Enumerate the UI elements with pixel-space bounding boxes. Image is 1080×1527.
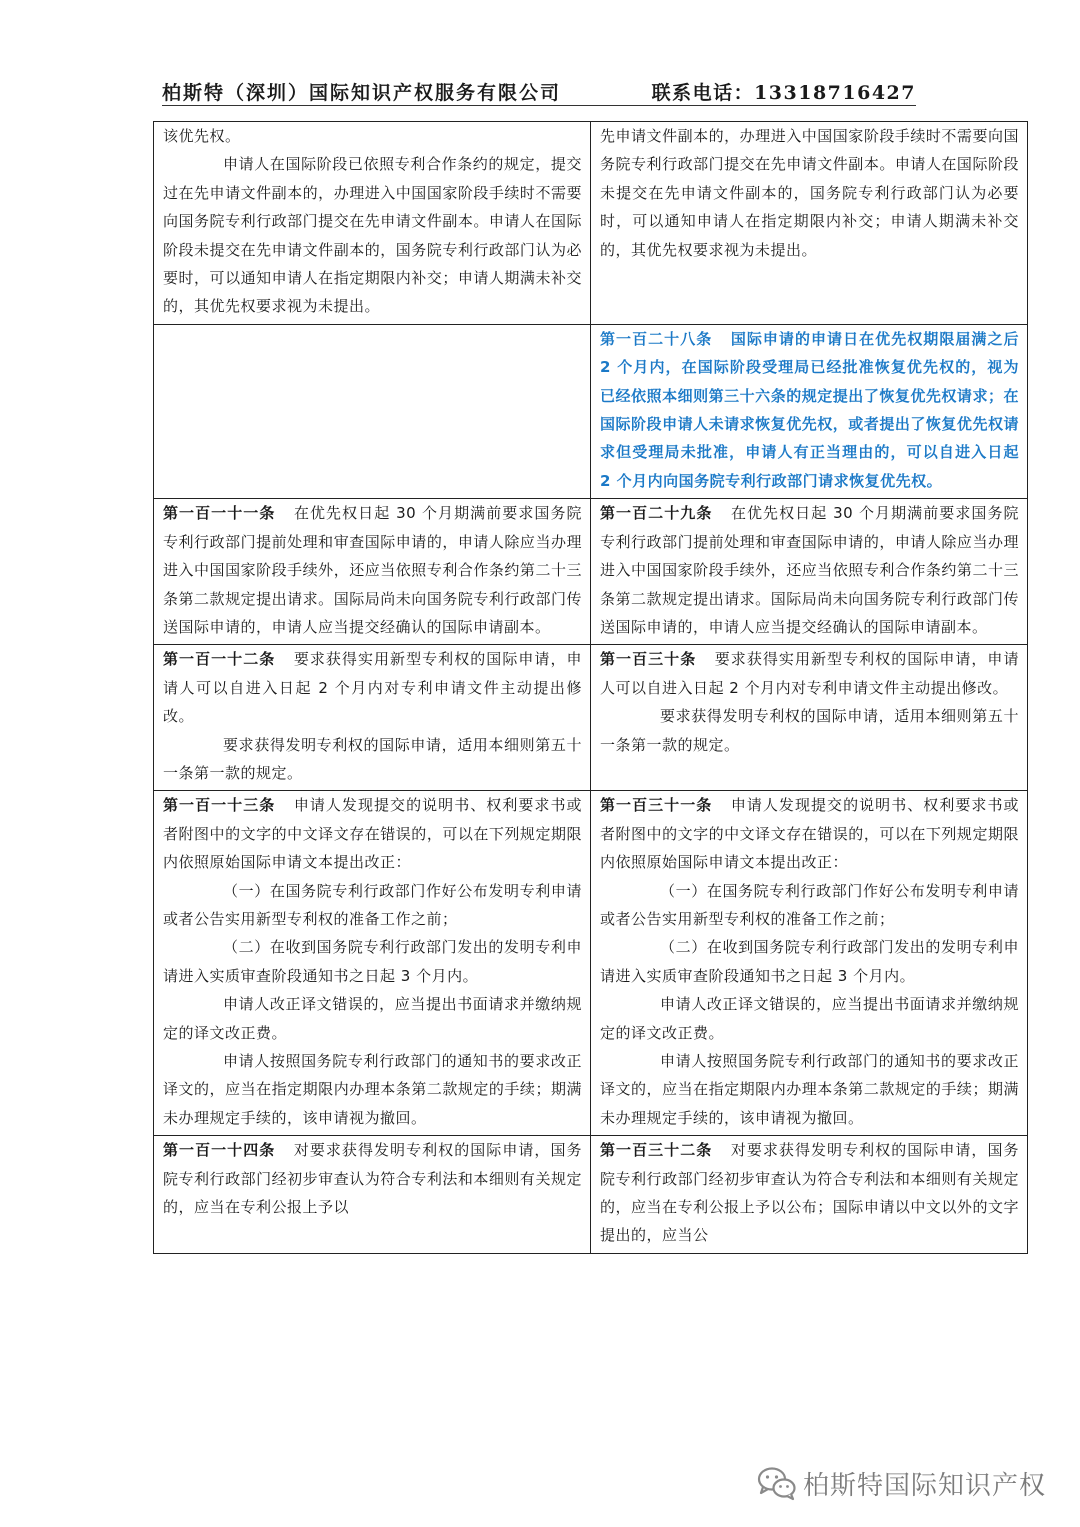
- article-number: 第一百二十九条: [600, 504, 713, 523]
- paragraph: [600, 325, 1019, 495]
- paragraph: [600, 1136, 1019, 1250]
- paragraph: [163, 731, 582, 788]
- paragraph: [163, 1136, 582, 1221]
- article-number: 第一百一十二条: [163, 650, 276, 669]
- article-text: 申请人改正译文错误的，应当提出书面请求并缴纳规定的译文改正费。: [600, 995, 1019, 1042]
- table-row: [154, 645, 1028, 791]
- paragraph: [163, 990, 582, 1047]
- old-rules-cell: [154, 1136, 591, 1254]
- article-number: 第一百一十一条: [163, 504, 276, 523]
- paragraph: [163, 150, 582, 320]
- article-text: （一）在国务院专利行政部门作好公布发明专利申请或者公告实用新型专利权的准备工作之前；: [600, 881, 1019, 928]
- old-rules-cell: [154, 324, 591, 498]
- new-rules-cell: [591, 1136, 1028, 1254]
- article-text: 先申请文件副本的，办理进入中国国家阶段手续时不需要向国务院专利行政部门提交在先申请文件副本。申请人在国际阶段未提交在先申请文件副本的，国务院专利行政部门认为必要时，可以通知申请人在指定期限内补交；申请人期满未补交的，其优先权要求视为未提出。: [600, 127, 1019, 259]
- paragraph: [163, 933, 582, 990]
- paragraph: [600, 499, 1019, 641]
- article-text: 国际申请的申请日在优先权期限届满之后 2 个月内，在国际阶段受理局已经批准恢复优先权的，视为已经依照本细则第三十六条的规定提出了恢复优先权请求；在国际阶段申请人未请求恢复优先权，或者提出了恢复优先权请求但受理局未批准，申请人有正当理由的，可以自进入日起 2 个月内向国务院专利行政部门请求恢复优先权。: [600, 329, 1019, 490]
- article-text: 在优先权日起 30 个月期满前要求国务院专利行政部门提前处理和审查国际申请的，申请人除应当办理进入中国国家阶段手续外，还应当依照专利合作条约第二十三条第二款规定提出请求。国际局尚未向国务院专利行政部门传送国际申请的，申请人应当提交经确认的国际申请副本。: [600, 504, 1019, 636]
- old-rules-cell: [154, 791, 591, 1136]
- paragraph: [600, 702, 1019, 759]
- article-number: 第一百二十八条: [600, 329, 713, 348]
- old-rules-cell: [154, 122, 591, 325]
- paragraph: [163, 877, 582, 934]
- article-text: 要求获得实用新型专利权的国际申请，申请人可以自进入日起 2 个月内对专利申请文件主动提出修改。: [600, 650, 1019, 697]
- article-text: （二）在收到国务院专利行政部门发出的发明专利申请进入实质审查阶段通知书之日起 3 个月内。: [163, 938, 582, 985]
- old-rules-cell: [154, 499, 591, 645]
- article-number: 第一百三十条: [600, 650, 697, 669]
- article-number: 第一百一十四条: [163, 1141, 276, 1160]
- paragraph: [163, 122, 582, 150]
- article-text: 申请人发现提交的说明书、权利要求书或者附图中的文字的中文译文存在错误的，可以在下列规定期限内依照原始国际申请文本提出改正：: [163, 796, 582, 872]
- article-text: 要求获得发明专利权的国际申请，适用本细则第五十一条第一款的规定。: [600, 707, 1019, 754]
- contact-phone: 联系电话：13318716427: [651, 82, 916, 104]
- article-text: 要求获得实用新型专利权的国际申请，申请人可以自进入日起 2 个月内对专利申请文件主动提出修改。: [163, 650, 582, 726]
- paragraph: [600, 791, 1019, 876]
- article-text: （二）在收到国务院专利行政部门发出的发明专利申请进入实质审查阶段通知书之日起 3 个月内。: [600, 938, 1019, 985]
- article-text: 对要求获得发明专利权的国际申请，国务院专利行政部门经初步审查认为符合专利法和本细则有关规定的，应当在专利公报上予以: [163, 1141, 582, 1217]
- paragraph: [600, 990, 1019, 1047]
- old-rules-cell: [154, 645, 591, 791]
- new-rules-cell: [591, 645, 1028, 791]
- table-row: [154, 1136, 1028, 1254]
- article-text: 申请人改正译文错误的，应当提出书面请求并缴纳规定的译文改正费。: [163, 995, 582, 1042]
- comparison-table: [153, 121, 1028, 1254]
- article-number: 第一百三十二条: [600, 1141, 713, 1160]
- paragraph: [163, 499, 582, 641]
- paragraph: [600, 645, 1019, 702]
- paragraph: [163, 645, 582, 730]
- article-number: 第一百三十一条: [600, 796, 713, 815]
- article-text: 在优先权日起 30 个月期满前要求国务院专利行政部门提前处理和审查国际申请的，申请人除应当办理进入中国国家阶段手续外，还应当依照专利合作条约第二十三条第二款规定提出请求。国际局尚未向国务院专利行政部门传送国际申请的，申请人应当提交经确认的国际申请副本。: [163, 504, 582, 636]
- paragraph: [163, 791, 582, 876]
- article-text: 申请人按照国务院专利行政部门的通知书的要求改正译文的，应当在指定期限内办理本条第二款规定的手续；期满未办理规定手续的，该申请视为撤回。: [600, 1052, 1019, 1127]
- article-text: 申请人发现提交的说明书、权利要求书或者附图中的文字的中文译文存在错误的，可以在下列规定期限内依照原始国际申请文本提出改正：: [600, 796, 1019, 872]
- wechat-icon: [757, 1465, 797, 1501]
- paragraph: [600, 1047, 1019, 1132]
- article-number: 第一百一十三条: [163, 796, 276, 815]
- new-rules-cell: [591, 499, 1028, 645]
- paragraph: [600, 122, 1019, 264]
- watermark: [757, 1461, 1046, 1505]
- article-text: 要求获得发明专利权的国际申请，适用本细则第五十一条第一款的规定。: [163, 735, 582, 782]
- page-header: [162, 78, 916, 106]
- new-rules-cell: [591, 791, 1028, 1136]
- paragraph: [600, 933, 1019, 990]
- new-rules-cell: [591, 324, 1028, 498]
- table-row: [154, 122, 1028, 325]
- article-text: 申请人在国际阶段已依照专利合作条约的规定，提交过在先申请文件副本的，办理进入中国国家阶段手续时不需要向国务院专利行政部门提交在先申请文件副本。申请人在国际阶段未提交在先申请文件副本的，国务院专利行政部门认为必要时，可以通知申请人在指定期限内补交；申请人期满未补交的，其优先权要求视为未提出。: [163, 155, 582, 316]
- article-text: 该优先权。: [163, 127, 241, 145]
- new-rules-cell: [591, 122, 1028, 325]
- article-text: （一）在国务院专利行政部门作好公布发明专利申请或者公告实用新型专利权的准备工作之前；: [163, 881, 582, 928]
- company-name: 柏斯特（深圳）国际知识产权服务有限公司: [162, 82, 562, 104]
- table-row: [154, 324, 1028, 498]
- watermark-text: 柏斯特国际知识产权: [803, 1470, 1047, 1501]
- table-row: [154, 791, 1028, 1136]
- article-text: 申请人按照国务院专利行政部门的通知书的要求改正译文的，应当在指定期限内办理本条第二款规定的手续；期满未办理规定手续的，该申请视为撤回。: [163, 1052, 582, 1127]
- article-text: 对要求获得发明专利权的国际申请，国务院专利行政部门经初步审查认为符合专利法和本细则有关规定的，应当在专利公报上予以公布；国际申请以中文以外的文字提出的，应当公: [600, 1141, 1019, 1245]
- table-row: [154, 499, 1028, 645]
- paragraph: [163, 1047, 582, 1132]
- paragraph: [600, 877, 1019, 934]
